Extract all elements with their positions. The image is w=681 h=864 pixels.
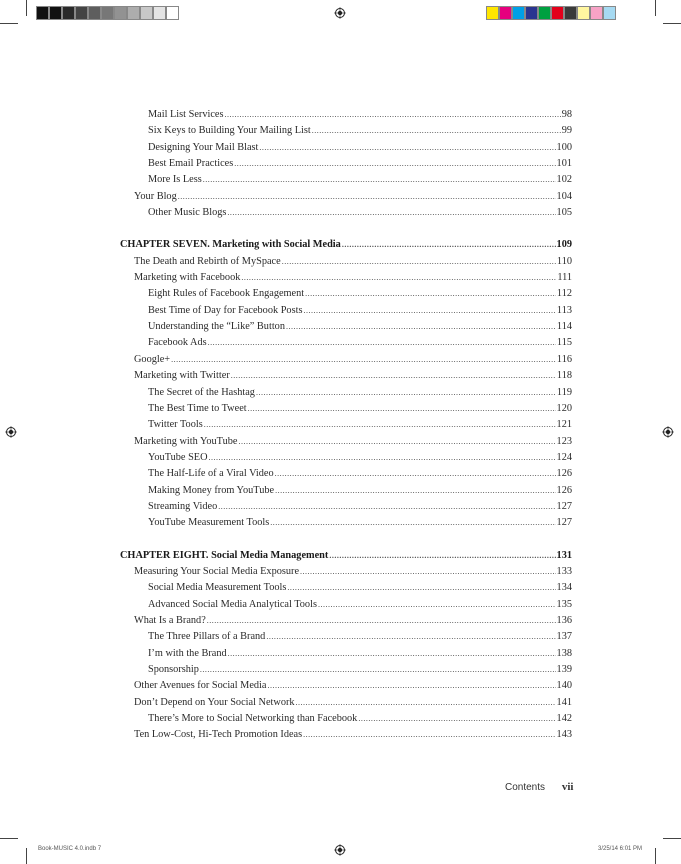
toc-entry-page: 110 [556, 255, 572, 267]
toc-entry-title: Google+ [134, 353, 171, 365]
toc-entry-title: Best Email Practices [148, 158, 234, 170]
toc-entry-page: 139 [556, 664, 572, 675]
toc-entry-title: YouTube SEO [148, 451, 208, 463]
toc-entry-title: Ten Low-Cost, Hi-Tech Promotion Ideas [134, 729, 303, 741]
color-swatch [525, 6, 538, 20]
dot-leader [207, 613, 556, 629]
toc-entry[interactable] [120, 156, 572, 172]
toc-entry-page: 142 [556, 713, 572, 725]
color-swatch [140, 6, 153, 20]
color-swatch [564, 6, 577, 20]
toc-entry[interactable] [120, 580, 572, 596]
table-of-contents [120, 107, 572, 744]
dot-leader [358, 711, 555, 727]
toc-entry[interactable] [120, 434, 572, 450]
dot-leader [234, 156, 555, 172]
dot-leader [218, 499, 555, 515]
dot-leader [200, 662, 556, 678]
toc-entry-page: 137 [556, 631, 572, 643]
toc-entry-page: 111 [557, 272, 572, 284]
toc-entry-title: Mail List Services [148, 109, 224, 120]
toc-entry[interactable] [120, 662, 572, 678]
toc-entry[interactable] [120, 319, 572, 335]
toc-entry-title: Other Music Blogs [148, 207, 227, 219]
toc-entry-page: 135 [556, 598, 572, 610]
toc-entry-title: Advanced Social Media Analytical Tools [148, 598, 317, 610]
toc-entry-title: The Death and Rebirth of MySpace [134, 255, 281, 267]
toc-entry[interactable] [120, 629, 572, 645]
toc-entry-title: Marketing with Facebook [134, 272, 241, 284]
color-swatch [75, 6, 88, 20]
color-swatch [577, 6, 590, 20]
toc-entry[interactable] [120, 140, 572, 156]
dot-leader [329, 548, 555, 564]
toc-entry-title: Sponsorship [148, 664, 199, 675]
dot-leader [312, 123, 561, 139]
toc-entry[interactable] [120, 711, 572, 727]
color-swatch [486, 6, 499, 20]
toc-entry[interactable] [120, 303, 572, 319]
toc-entry-page: 100 [556, 141, 572, 153]
toc-entry-page: 120 [556, 402, 572, 414]
toc-entry-page: 127 [556, 517, 572, 529]
toc-entry[interactable] [120, 401, 572, 417]
dot-leader [227, 205, 555, 221]
dot-leader [248, 401, 556, 417]
color-swatch [590, 6, 603, 20]
dot-leader [204, 417, 556, 433]
toc-entry-page: 126 [556, 468, 572, 480]
color-swatch [88, 6, 101, 20]
crop-mark [0, 838, 18, 839]
registration-mark-icon [334, 844, 346, 856]
toc-entry[interactable] [120, 107, 572, 123]
toc-entry-title: Six Keys to Building Your Mailing List [148, 125, 311, 137]
color-swatch [114, 6, 127, 20]
toc-entry[interactable] [120, 417, 572, 433]
color-swatch [101, 6, 114, 20]
toc-entry-title: Measuring Your Social Media Exposure [134, 565, 300, 577]
toc-entry-page: 119 [556, 386, 572, 398]
color-swatch [62, 6, 75, 20]
toc-entry-title: Social Media Measurement Tools [148, 582, 287, 594]
toc-entry-title: The Three Pillars of a Brand [148, 631, 266, 643]
dot-leader [303, 303, 555, 319]
toc-entry-title: The Secret of the Hashtag [148, 386, 255, 398]
crop-mark [663, 23, 681, 24]
dot-leader [256, 385, 556, 401]
toc-entry-page: 134 [556, 582, 572, 594]
toc-entry-title: Best Time of Day for Facebook Posts [148, 304, 303, 316]
toc-entry[interactable] [120, 123, 572, 139]
dot-leader [171, 352, 556, 368]
toc-entry[interactable] [120, 499, 572, 515]
toc-entry-page: 98 [561, 109, 572, 120]
dot-leader [238, 434, 555, 450]
slug-timestamp: 3/25/14 6:01 PM [598, 846, 643, 852]
dot-leader [225, 107, 561, 123]
toc-entry-page: 123 [556, 435, 572, 447]
toc-entry[interactable] [120, 695, 572, 711]
toc-entry[interactable] [120, 335, 572, 351]
toc-entry-title: Streaming Video [148, 500, 218, 512]
toc-entry-page: 127 [556, 500, 572, 512]
toc-entry-page: 124 [556, 451, 572, 463]
toc-entry-page: 126 [556, 484, 572, 496]
crop-mark [655, 848, 656, 864]
toc-entry-title: Eight Rules of Facebook Engagement [148, 288, 305, 300]
footer-section-label: Contents [505, 782, 546, 793]
toc-chapter-entry[interactable] [120, 548, 572, 564]
section-gap [120, 532, 572, 548]
dot-leader [178, 189, 556, 205]
toc-entry-title: Facebook Ads [148, 337, 207, 349]
dot-leader [318, 597, 556, 613]
toc-entry-title: The Best Time to Tweet [148, 402, 247, 414]
page-footer [505, 781, 573, 793]
dot-leader [241, 270, 556, 286]
toc-entry[interactable] [120, 466, 572, 482]
section-gap [120, 221, 572, 237]
toc-entry[interactable] [120, 254, 572, 270]
color-swatch [166, 6, 179, 20]
toc-entry-title: Marketing with Twitter [134, 370, 230, 382]
toc-entry-title: CHAPTER EIGHT. Social Media Management [120, 549, 329, 561]
registration-mark-icon [334, 7, 346, 19]
toc-entry-page: 104 [556, 190, 572, 202]
toc-entry-page: 140 [556, 680, 572, 692]
crop-mark [663, 838, 681, 839]
crop-mark [655, 0, 656, 16]
toc-entry-title: Understanding the “Like” Button [148, 321, 285, 333]
dot-leader [209, 450, 556, 466]
color-swatch [153, 6, 166, 20]
toc-entry[interactable] [120, 727, 572, 743]
toc-entry-title: YouTube Measurement Tools [148, 517, 270, 529]
toc-entry-title: Don’t Depend on Your Social Network [134, 696, 295, 708]
toc-entry-page: 105 [556, 207, 572, 219]
dot-leader [275, 483, 555, 499]
toc-chapter-entry[interactable] [120, 237, 572, 253]
process-color-bar [486, 6, 616, 20]
toc-entry-page: 101 [556, 158, 572, 170]
toc-entry-title: What Is a Brand? [134, 614, 206, 626]
toc-entry-page: 102 [556, 174, 572, 186]
registration-mark-icon [662, 426, 674, 438]
toc-entry[interactable] [120, 189, 572, 205]
toc-entry-title: Designing Your Mail Blast [148, 141, 259, 153]
dot-leader [342, 237, 556, 253]
toc-entry[interactable] [120, 172, 572, 188]
toc-entry-page: 115 [556, 337, 572, 349]
toc-entry-page: 113 [556, 304, 572, 316]
toc-entry[interactable] [120, 270, 572, 286]
toc-entry[interactable] [120, 450, 572, 466]
toc-entry-page: 118 [556, 370, 572, 382]
dot-leader [270, 515, 555, 531]
dot-leader [286, 319, 556, 335]
toc-entry-title: I’m with the Brand [148, 647, 227, 659]
toc-entry-title: CHAPTER SEVEN. Marketing with Social Media [120, 239, 341, 251]
toc-entry[interactable] [120, 205, 572, 221]
toc-entry-title: More Is Less [148, 174, 202, 186]
toc-entry-page: 141 [556, 696, 572, 708]
toc-entry[interactable] [120, 368, 572, 384]
dot-leader [303, 727, 555, 743]
toc-entry-page: 121 [556, 419, 572, 431]
toc-entry-page: 136 [556, 614, 572, 626]
color-swatch [551, 6, 564, 20]
color-swatch [49, 6, 62, 20]
dot-leader [275, 466, 556, 482]
toc-entry-page: 143 [556, 729, 572, 741]
dot-leader [282, 254, 556, 270]
toc-entry-title: Marketing with YouTube [134, 435, 238, 447]
toc-entry-title: Other Avenues for Social Media [134, 680, 267, 692]
toc-entry-page: 133 [556, 565, 572, 577]
dot-leader [266, 629, 555, 645]
dot-leader [305, 286, 556, 302]
toc-entry-title: Twitter Tools [148, 419, 203, 431]
color-swatch [603, 6, 616, 20]
toc-entry-page: 114 [556, 321, 572, 333]
toc-entry[interactable] [120, 564, 572, 580]
crop-mark [26, 0, 27, 16]
toc-entry-page: 116 [556, 353, 572, 365]
crop-mark [26, 848, 27, 864]
color-swatch [127, 6, 140, 20]
toc-entry[interactable] [120, 613, 572, 629]
color-swatch [36, 6, 49, 20]
toc-entry-title: Making Money from YouTube [148, 484, 275, 496]
toc-entry[interactable] [120, 597, 572, 613]
dot-leader [259, 140, 555, 156]
dot-leader [203, 172, 556, 188]
toc-entry-page: 112 [556, 288, 572, 300]
toc-entry-title: There’s More to Social Networking than Facebook [148, 713, 358, 725]
toc-entry-title: The Half-Life of a Viral Video [148, 468, 274, 480]
toc-entry[interactable] [120, 483, 572, 499]
registration-mark-icon [5, 426, 17, 438]
toc-entry[interactable] [120, 286, 572, 302]
dot-leader [231, 368, 556, 384]
toc-entry-page: 99 [561, 125, 572, 137]
toc-entry-page: 131 [556, 549, 572, 561]
toc-entry-page: 138 [556, 647, 572, 659]
slug-file-info: Book-MUSIC 4.0.indb 7 [38, 846, 102, 852]
dot-leader [300, 564, 556, 580]
dot-leader [268, 678, 556, 694]
dot-leader [228, 646, 556, 662]
toc-entry[interactable] [120, 352, 572, 368]
color-swatch [512, 6, 525, 20]
color-swatch [538, 6, 551, 20]
toc-entry[interactable] [120, 385, 572, 401]
toc-entry-title: Your Blog [134, 190, 177, 202]
crop-mark [0, 23, 18, 24]
page-number: vii [561, 781, 574, 793]
dot-leader [296, 695, 556, 711]
grayscale-color-bar [36, 6, 179, 20]
toc-entry[interactable] [120, 678, 572, 694]
toc-entry-page: 109 [556, 239, 572, 251]
color-swatch [499, 6, 512, 20]
dot-leader [208, 335, 556, 351]
toc-entry[interactable] [120, 646, 572, 662]
dot-leader [287, 580, 555, 596]
toc-entry[interactable] [120, 515, 572, 531]
